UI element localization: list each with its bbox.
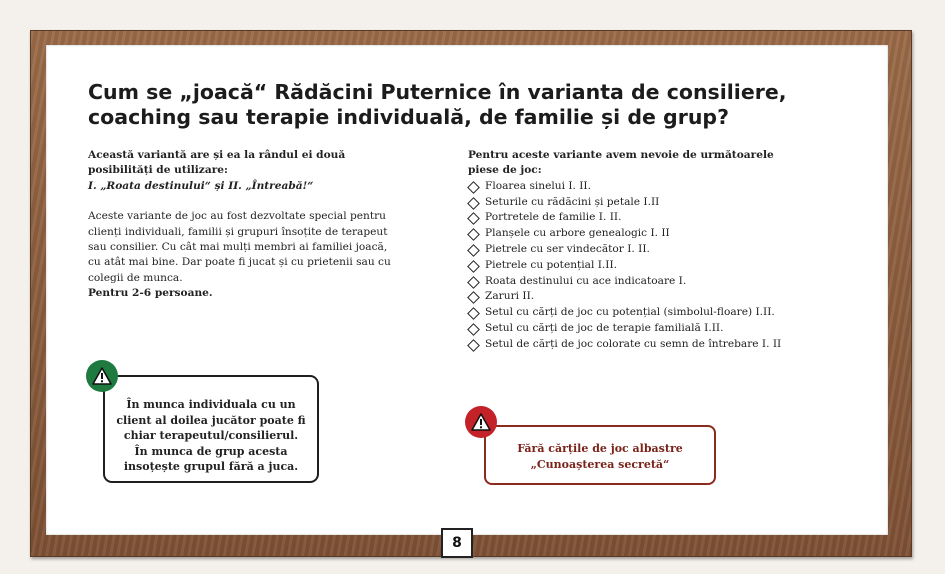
intro-line-1: Această variantă are și ea la rândul ei două (88, 149, 346, 161)
list-item: Seturile cu rădăcini și petale I.II (468, 195, 828, 211)
list-item: Pietrele cu potențial I.II. (468, 258, 828, 274)
list-item: Setul de cărți de joc colorate cu semn de întrebare I. II (468, 337, 828, 353)
diamond-bullet-icon (467, 323, 480, 336)
left-column (88, 148, 398, 302)
list-item: Setul cu cărți de joc de terapie familială I.II. (468, 321, 828, 337)
desc-line: colegii de munca. (88, 271, 183, 284)
page-title (88, 80, 808, 130)
desc-line: Aceste variante de joc au fost dezvoltate special pentru (88, 210, 386, 223)
list-item: Planșele cu arbore genealogic I. II (468, 226, 828, 242)
diamond-bullet-icon (467, 213, 480, 226)
usage-options: I. „Roata destinului“ și II. „Întreabă!“ (88, 179, 314, 192)
diamond-bullet-icon (467, 339, 480, 352)
diamond-bullet-icon (467, 260, 480, 273)
list-item: Floarea sinelui I. II. (468, 179, 828, 195)
note-line: În munca individuala cu un (126, 398, 296, 411)
diamond-bullet-icon (467, 307, 480, 320)
note-line: chiar terapeutul/consilierul. (123, 429, 299, 443)
note-line: client al doilea jucător poate fi (116, 413, 306, 427)
pieces-heading-1: Pentru aceste variante avem nevoie de următoarele (468, 149, 774, 161)
note-box-individual-work (103, 375, 319, 483)
diamond-bullet-icon (467, 292, 480, 305)
game-pieces-list (468, 179, 828, 353)
list-item: Portretele de familie I. II. (468, 210, 828, 226)
desc-line: clienți individuali, familii și grupuri însoțite de terapeut (88, 225, 388, 238)
note-line: „Cunoașterea secretă“ (530, 457, 670, 471)
right-column (468, 148, 828, 353)
list-item: Zaruri II. (468, 289, 828, 305)
note-box-blue-cards (484, 425, 716, 485)
title-line-2: coaching sau terapie individuală, de familie și de grup? (88, 105, 729, 129)
diamond-bullet-icon (467, 197, 480, 210)
list-item: Pietrele cu ser vindecător I. II. (468, 242, 828, 258)
warning-icon (465, 406, 497, 438)
title-line-1: Cum se „joacă“ Rădăcini Puternice în varianta de consiliere, (88, 80, 787, 104)
diamond-bullet-icon (467, 276, 480, 289)
diamond-bullet-icon (467, 244, 480, 257)
list-item: Roata destinului cu ace indicatoare I. (468, 274, 828, 290)
player-count: Pentru 2-6 persoane. (88, 287, 213, 300)
warning-icon (86, 360, 118, 392)
desc-line: cu atât mai bine. Dar poate fi jucat și cu prietenii sau cu (88, 256, 391, 269)
pieces-heading-2: piese de joc: (468, 164, 542, 177)
diamond-bullet-icon (467, 181, 480, 194)
desc-line: sau consilier. Cu cât mai mulți membri ai familiei joacă, (88, 241, 388, 254)
note-line: insoțește grupul fără a juca. (123, 460, 299, 474)
diamond-bullet-icon (467, 228, 480, 241)
list-item: Setul cu cărți de joc cu potențial (simbolul-floare) I.II. (468, 305, 828, 321)
note-line: Fără cărțile de joc albastre (517, 442, 683, 455)
page-number: 8 (441, 528, 473, 558)
note-line: În munca de grup acesta (134, 444, 288, 458)
intro-line-2: posibilități de utilizare: (88, 164, 228, 177)
